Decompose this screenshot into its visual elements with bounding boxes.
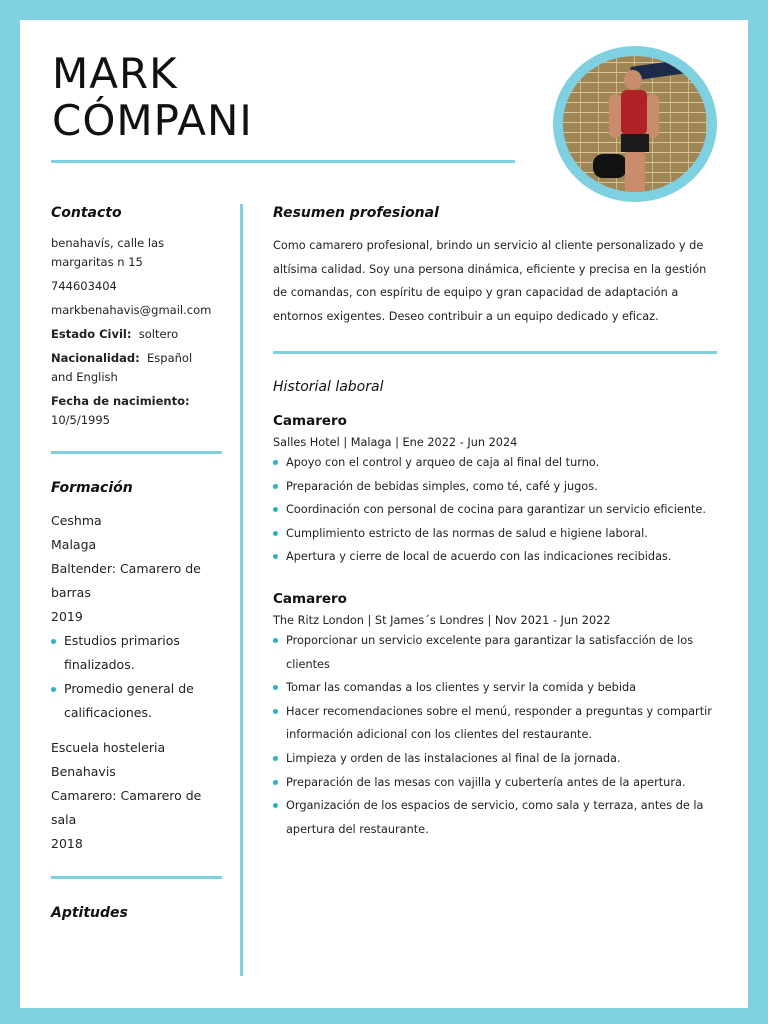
education-city: Benahavis [51,764,116,779]
contact-heading: Contacto [51,205,122,221]
summary-heading: Resumen profesional [273,205,439,221]
profile-photo [563,56,707,192]
job-bullets [273,629,720,841]
education-bullets [51,629,221,725]
education-city: Malaga [51,537,97,552]
column-divider [240,204,243,976]
summary-divider [273,351,717,354]
name-divider [51,160,515,163]
list-item: Hacer recomendaciones sobre el menú, responder a preguntas y compartir información adicional con los clientes del restaurante. [273,700,720,747]
education-entry [51,509,221,725]
education-block [51,509,221,856]
summary-text: Como camarero profesional, brindo un servicio al cliente personalizado y de altísima calidad. Soy una persona dinámica, eficiente y precisa en la gestión de comandas, con espíritu de equipo y gran capacidad de adaptación a entornos exigentes. Deseo contribuir a un equipo dedicado y eficaz. [273,239,707,323]
resume-page [20,20,748,1008]
birth-date [51,392,211,430]
education-entry [51,736,221,856]
list-item: Promedio general de calificaciones. [51,677,221,725]
education-year: 2018 [51,836,83,851]
list-item: Cumplimiento estricto de las normas de salud e higiene laboral. [273,522,720,546]
birth-date-value: 10/5/1995 [51,413,110,427]
education-school: Escuela hosteleria [51,740,166,755]
contact-block [51,234,211,430]
last-name: CÓMPANI [52,96,253,145]
civil-status [51,325,211,344]
list-item: Coordinación con personal de cocina para garantizar un servicio eficiente. [273,498,720,522]
candidate-name [52,50,253,144]
nationality [51,349,211,387]
education-degree: Baltender: Camarero de barras [51,561,201,600]
skills-heading: Aptitudes [51,905,128,921]
list-item: Apertura y cierre de local de acuerdo con las indicaciones recibidas. [273,545,720,569]
nationality-value: Español and English [51,351,193,384]
job-title: Camarero [273,413,347,429]
birth-date-label: Fecha de nacimiento: [51,394,190,408]
contact-address: benahavís, calle las margaritas n 15 [51,236,165,269]
profile-photo-frame [553,46,717,202]
list-item: Apoyo con el control y arqueo de caja al final del turno. [273,451,720,475]
list-item: Preparación de las mesas con vajilla y cubertería antes de la apertura. [273,771,720,795]
job-bullets [273,451,720,569]
list-item: Estudios primarios finalizados. [51,629,221,677]
job-title: Camarero [273,591,347,607]
list-item: Limpieza y orden de las instalaciones al final de la jornada. [273,747,720,771]
contact-divider [51,451,222,454]
education-divider [51,876,222,879]
list-item: Organización de los espacios de servicio, como sala y terraza, antes de la apertura del restaurante. [273,794,720,841]
nationality-label: Nacionalidad: [51,351,140,365]
work-heading: Historial laboral [273,379,384,395]
first-name: MARK [52,49,178,98]
job-meta: Salles Hotel | Malaga | Ene 2022 - Jun 2024 [273,436,518,449]
education-school: Ceshma [51,513,102,528]
education-degree: Camarero: Camarero de sala [51,788,202,827]
job-entry [273,591,720,841]
education-year: 2019 [51,609,83,624]
list-item: Proporcionar un servicio excelente para garantizar la satisfacción de los clientes [273,629,720,676]
list-item: Tomar las comandas a los clientes y servir la comida y bebida [273,676,720,700]
education-heading: Formación [51,480,133,496]
civil-status-label: Estado Civil: [51,327,132,341]
list-item: Preparación de bebidas simples, como té, café y jugos. [273,475,720,499]
contact-phone: 744603404 [51,279,117,293]
job-entry [273,413,720,569]
job-meta: The Ritz London | St James´s Londres | Nov 2021 - Jun 2022 [273,614,611,627]
contact-email[interactable]: markbenahavis@gmail.com [51,303,212,317]
civil-status-value: soltero [138,327,179,341]
